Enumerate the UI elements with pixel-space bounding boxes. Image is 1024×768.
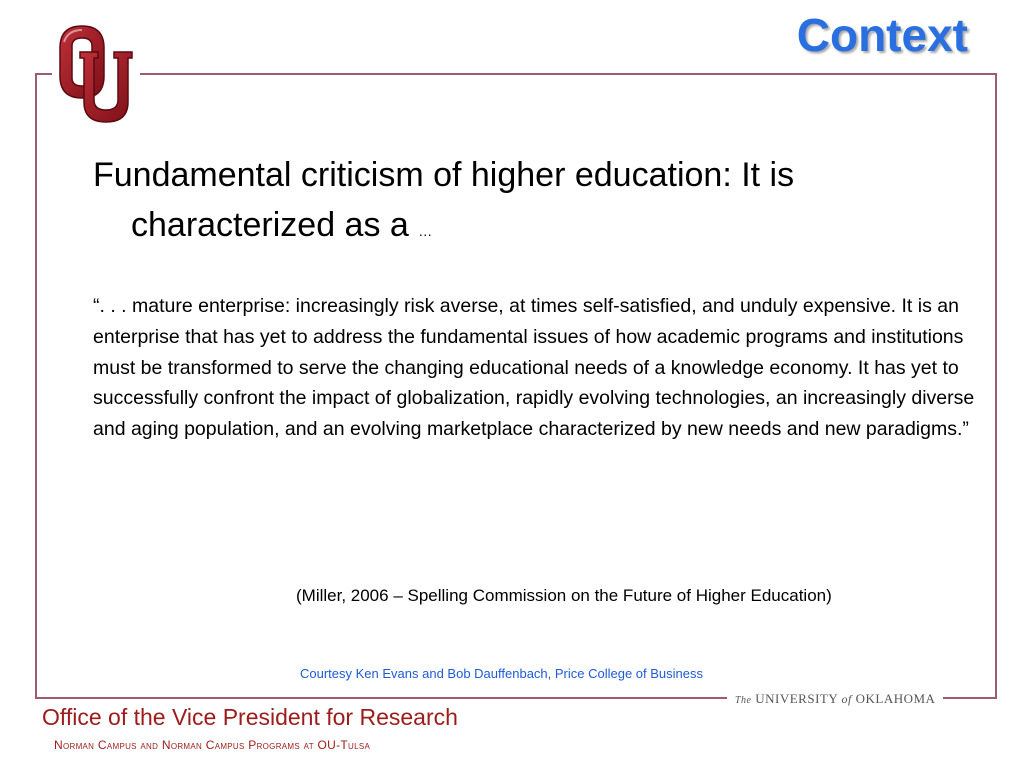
citation: (Miller, 2006 – Spelling Commission on the Future of Higher Education) — [296, 586, 832, 605]
ou-logo-icon — [52, 18, 140, 128]
footer-office-title: Office of the Vice President for Research — [42, 704, 458, 730]
wordmark-of: of — [841, 692, 852, 706]
heading-line-2: characterized as a — [131, 206, 409, 244]
footer-campus-subtitle: Norman Campus and Norman Campus Programs at OU-Tulsa — [54, 738, 371, 752]
wordmark-the: The — [735, 695, 752, 706]
courtesy-note: Courtesy Ken Evans and Bob Dauffenbach, Price College of Business — [300, 666, 703, 681]
quote-text: “. . . mature enterprise: increasingly risk averse, at times self-satisfied, and unduly expensive. It is an enterprise that has yet to address the fundamental issues of how academic programs and institutions must be transformed to serve the changing educational needs of a knowledge economy. It has yet to successfully confront the impact of globalization, rapidly evolving technologies, an increasingly diverse and aging population, and an evolving marketplace characterized by new needs and new paradigms.” — [93, 295, 975, 441]
university-of-oklahoma-wordmark — [727, 689, 943, 709]
wordmark-oklahoma: OKLAHOMA — [855, 691, 936, 706]
heading-ellipsis: … — [418, 223, 433, 239]
wordmark-university: UNIVERSITY — [755, 691, 838, 706]
slide-title: Context — [796, 9, 968, 61]
heading-line-1: Fundamental criticism of higher education: It is — [93, 156, 795, 194]
ou-interlocking-logo-icon — [52, 18, 140, 128]
heading-line-2-wrapper — [93, 200, 993, 256]
slide-heading — [93, 150, 993, 256]
